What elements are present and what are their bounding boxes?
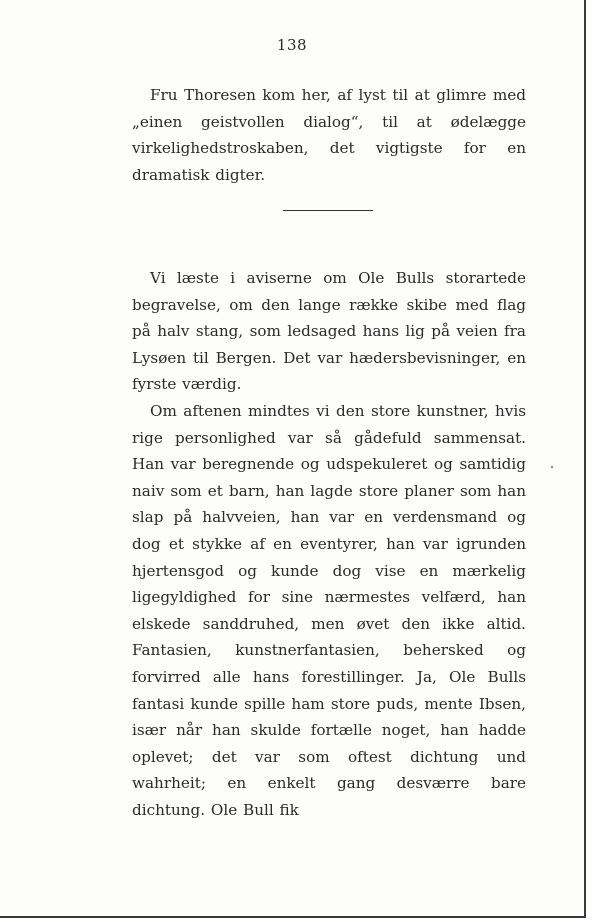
page-number: 138 [276, 36, 308, 54]
text-section-2 [132, 265, 526, 823]
text-section-1 [132, 82, 526, 188]
paragraph: Vi læste i aviserne om Ole Bulls storartede begravelse, om den lange række skibe med flag på halv stang, som ledsaged hans lig på veien fra Lysøen til Bergen. Det var hædersbevisninger, en fyrste værdig. [132, 269, 526, 394]
paragraph: Fru Thoresen kom her, af lyst til at glimre med „einen geistvollen dialog“, til at ødelægge virkelighedstroskaben, det vigtigste for en dramatisk digter. [132, 86, 526, 184]
paragraph: Om aftenen mindtes vi den store kunstner, hvis rige personlighed var så gådefuld sammensat. Han var beregnende og udspekuleret og samtidig naiv som et barn, han lagde store planer som han slap på halvveien, han var en verdensmand og dog et stykke af en eventyrer, han var igrunden hjertensgod og kunde dog vise en mærkelig ligegyldighed for sine nærmestes velfærd, han elskede sanddruhed, men øvet den ikke altid. Fantasien, kunstnerfantasien, behersked og forvirred alle hans forestillinger. Ja, Ole Bulls fantasi kunde spille ham store puds, mente Ibsen, især når han skulde fortælle noget, han hadde oplevet; det var som oftest dichtung und wahrheit; en enkelt gang desværre bare dichtung. Ole Bull fik [132, 401, 526, 819]
section-divider [283, 210, 373, 211]
scan-speck [551, 466, 553, 468]
